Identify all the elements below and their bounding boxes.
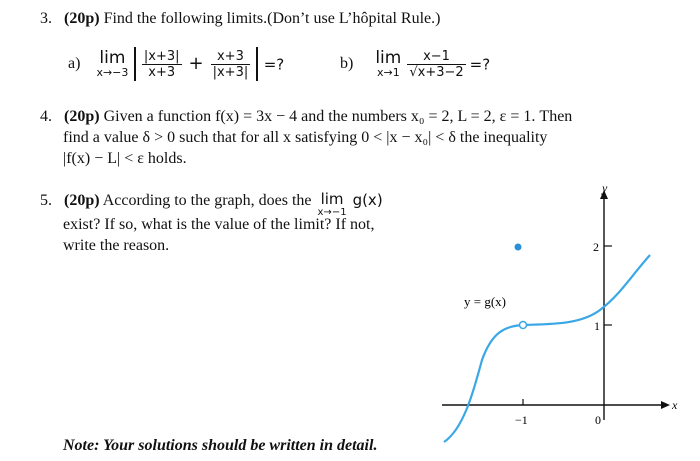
q5-points: (20p) (64, 192, 100, 209)
curve-label: y = g(x) (464, 294, 506, 309)
q5-line3: write the reason. (63, 237, 170, 254)
q5-function: g(x) (352, 191, 383, 209)
q3a-expression (68, 44, 284, 84)
q4-line3: |f(x) − L| < ε holds. (63, 150, 187, 167)
q5-limit (318, 190, 347, 218)
q3a-tail: =? (263, 55, 285, 74)
q3a-fraction-2 (211, 49, 251, 80)
q3a-plus: + (188, 53, 204, 75)
q3b-numerator: x−1 (407, 49, 465, 65)
q3a-limit (96, 49, 128, 79)
q3a-lim-sub: x→−3 (96, 66, 129, 80)
q5-line2: exist? If so, what is the value of the limit? If not, (63, 216, 375, 233)
q5-line1 (40, 190, 383, 218)
x-axis-arrow (661, 401, 670, 409)
tick-label-neg1: −1 (515, 413, 528, 427)
note-text: Note: Your solutions should be written in detail. (63, 437, 378, 454)
q5-lim-sub: x→−1 (317, 207, 347, 218)
q3a-fraction-1 (142, 49, 182, 80)
q4-points: (20p) (64, 108, 100, 125)
q5-lim-word: lim (320, 190, 344, 208)
g-curve (444, 255, 650, 442)
q3b-lim-sub: x→1 (376, 66, 400, 80)
q3b-label: b) (340, 55, 354, 73)
q4-line2: find a value δ > 0 such that for all x satisfying 0 < |x − x₀| < δ the inequality (63, 129, 548, 146)
q4-text-line1: Given a function f(x) = 3x − 4 and the numbers x₀ = 2, L = 2, ε = 1. Then (103, 108, 573, 125)
q4-line1 (40, 107, 572, 127)
q3b-fraction (407, 49, 465, 80)
filled-point (515, 244, 522, 251)
y-axis-label: y (602, 181, 608, 195)
abs-bar-right (256, 47, 258, 81)
q3b-lim-word: lim (375, 48, 402, 69)
q3b-limit (375, 49, 401, 79)
q3-points: (20p) (64, 10, 100, 27)
q3a-frac2-numerator: x+3 (211, 49, 251, 65)
x-axis-label: x (672, 398, 678, 412)
q5-number: 5. (40, 192, 52, 209)
q3a-frac1-numerator: |x+3| (143, 48, 180, 64)
open-circle-point (520, 322, 527, 329)
q3a-lim-word: lim (99, 48, 126, 69)
abs-bar-left (134, 47, 136, 81)
tick-label-0: 0 (595, 413, 601, 427)
graph (420, 180, 700, 461)
q3a-label: a) (68, 55, 81, 73)
q3-number: 3. (40, 10, 52, 27)
q5-text-pre: According to the graph, does the (102, 192, 312, 209)
q3-text: Find the following limits.(Don’t use L’hôpital Rule.) (103, 10, 441, 27)
q3b-expression (340, 44, 490, 84)
q3b-denominator: √x+3−2 (409, 64, 464, 80)
q3b-tail: =? (469, 55, 491, 74)
q3a-frac2-denominator: |x+3| (212, 64, 249, 80)
q3-heading (40, 9, 440, 29)
q4-number: 4. (40, 108, 52, 125)
tick-label-2: 2 (593, 240, 599, 254)
tick-label-1: 1 (594, 319, 600, 333)
q3a-frac1-denominator: x+3 (148, 64, 176, 80)
